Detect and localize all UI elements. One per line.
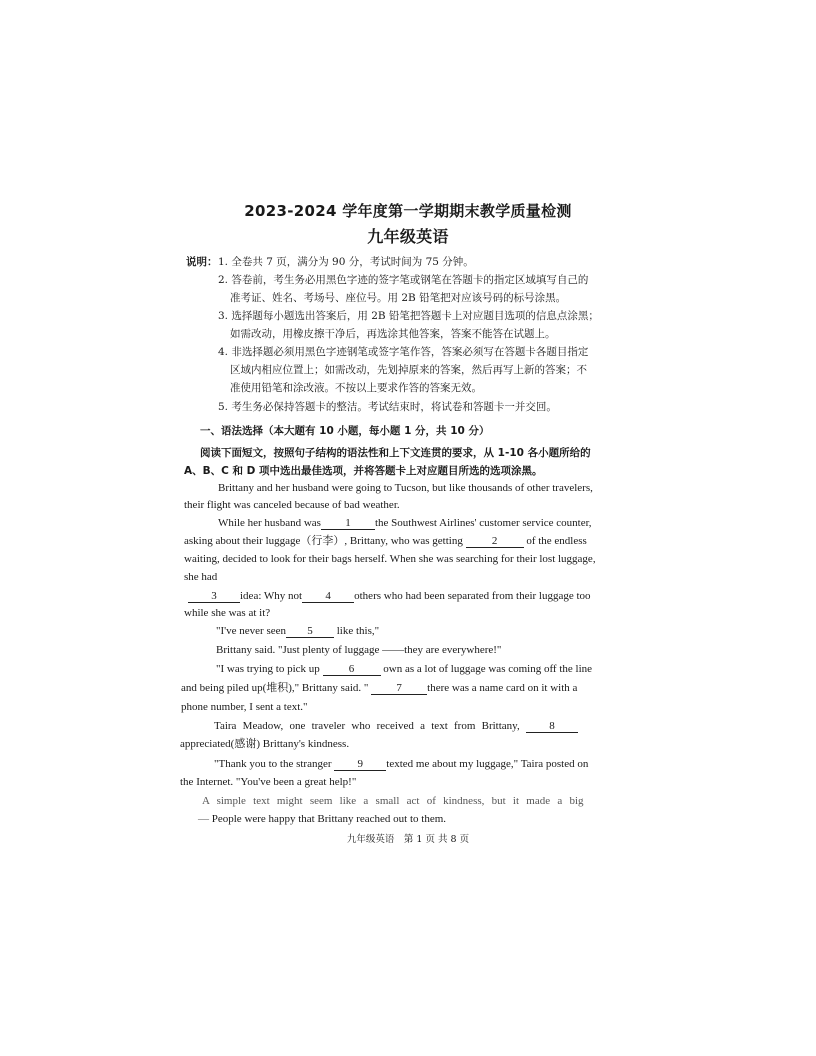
passage-text: While her husband was <box>218 517 321 529</box>
passage-line <box>216 662 592 676</box>
passage-text: of the endless <box>526 535 587 547</box>
passage-text: asking about their luggage（行李）, Brittany, who was getting <box>184 535 463 547</box>
instruction-line: 准使用铅笔和涂改液。不按以上要求作答的答案无效。 <box>230 382 482 394</box>
instruction-line: 1. 全卷共 7 页，满分为 90 分，考试时间为 75 分钟。 <box>218 256 474 268</box>
passage-line <box>214 719 578 733</box>
passage-line <box>198 812 446 826</box>
blank-4: 4 <box>302 590 354 603</box>
passage-text: idea: Why not <box>240 590 303 602</box>
page-footer: 九年级英语 第 1 页 共 8 页 <box>346 834 470 845</box>
instruction-line: 3. 选择题每小题选出答案后，用 2B 铅笔把答题卡上对应题目选项的信息点涂黑； <box>218 310 599 322</box>
blank-5: 5 <box>286 625 334 638</box>
section-heading: 一、语法选择（本大题有 10 小题，每小题 1 分，共 10 分） <box>200 425 490 437</box>
exam-subtitle: 九年级英语 <box>367 227 449 246</box>
passage-line: while she was at it? <box>184 607 271 619</box>
instruction-line: 区域内相应位置上；如需改动，先划掉原来的答案，然后再写上新的答案；不 <box>230 364 587 376</box>
passage-text: own as a lot of luggage was coming off the line <box>383 663 593 675</box>
instruction-line: 4. 非选择题必须用黑色字迹钢笔或签字笔作答，答案必须写在答题卡各题目指定 <box>218 346 589 358</box>
instruction-line: 5. 考生务必保持答题卡的整洁。考试结束时，将试卷和答题卡一并交回。 <box>218 401 557 413</box>
exam-title: 2023-2024 学年度第一学期期末教学质量检测 <box>244 202 572 220</box>
passage-text: "I was trying to pick up <box>216 663 320 675</box>
blank-8: 8 <box>526 720 578 733</box>
passage-dash: — <box>198 813 209 825</box>
passage-line: their flight was canceled because of bad weather. <box>184 499 400 511</box>
blank-2: 2 <box>466 535 524 548</box>
blank-9: 9 <box>334 758 386 771</box>
passage-line: she had <box>184 571 218 583</box>
instruction-line: 准考证、姓名、考场号、座位号。用 2B 铅笔把对应该号码的标号涂黑。 <box>230 292 567 304</box>
passage-text: the Southwest Airlines' customer service counter, <box>374 517 592 529</box>
passage-text: like this," <box>336 625 380 637</box>
blank-6: 6 <box>323 663 381 676</box>
passage-text: and being piled up(堆积)," Brittany said. " <box>181 682 369 694</box>
passage-line <box>218 516 592 530</box>
passage-line: A simple text might seem like a small act of kindness, but it made a big <box>202 795 584 807</box>
passage-text: "Thank you to the stranger <box>214 758 332 770</box>
passage-text: texted me about my luggage," Taira posted on <box>386 758 589 770</box>
passage-text: others who had been separated from their luggage too <box>354 590 591 602</box>
passage-line: appreciated(感谢) Brittany's kindness. <box>180 738 350 750</box>
instruction-line: 如需改动，用橡皮擦干净后，再选涂其他答案，答案不能答在试题上。 <box>230 328 556 340</box>
passage-line: waiting, decided to look for their bags herself. When she was searching for their lost luggage, <box>184 553 596 565</box>
passage-text: "I've never seen <box>216 625 286 637</box>
passage-line <box>181 681 577 695</box>
section-directions: 阅读下面短文，按照句子结构的语法性和上下文连贯的要求，从 1-10 各小题所给的 <box>200 447 591 459</box>
passage-text: People were happy that Brittany reached out to them. <box>211 813 447 825</box>
passage-line: Brittany and her husband were going to Tucson, but like thousands of other travelers, <box>218 482 593 494</box>
instructions-label: 说明： <box>186 256 218 268</box>
section-directions: A、B、C 和 D 项中选出最佳选项，并将答题卡上对应题目所选的选项涂黑。 <box>184 465 543 477</box>
passage-line <box>214 757 588 771</box>
passage-line <box>216 624 379 638</box>
instruction-line: 2. 答卷前，考生务必用黑色字迹的签字笔或钢笔在答题卡的指定区域填写自己的 <box>218 274 589 286</box>
blank-7: 7 <box>371 682 427 695</box>
blank-1: 1 <box>321 517 375 530</box>
passage-line: phone number, I sent a text." <box>181 701 308 713</box>
passage-text: there was a name card on it with a <box>427 682 578 694</box>
passage-text: Taira Meadow, one traveler who received a text from Brittany, <box>214 720 520 732</box>
passage-line <box>188 589 591 603</box>
passage-line <box>184 534 587 548</box>
blank-3: 3 <box>188 590 240 603</box>
passage-line: the Internet. "You've been a great help!" <box>180 776 357 788</box>
passage-line: Brittany said. "Just plenty of luggage ——they are everywhere!" <box>216 644 502 656</box>
